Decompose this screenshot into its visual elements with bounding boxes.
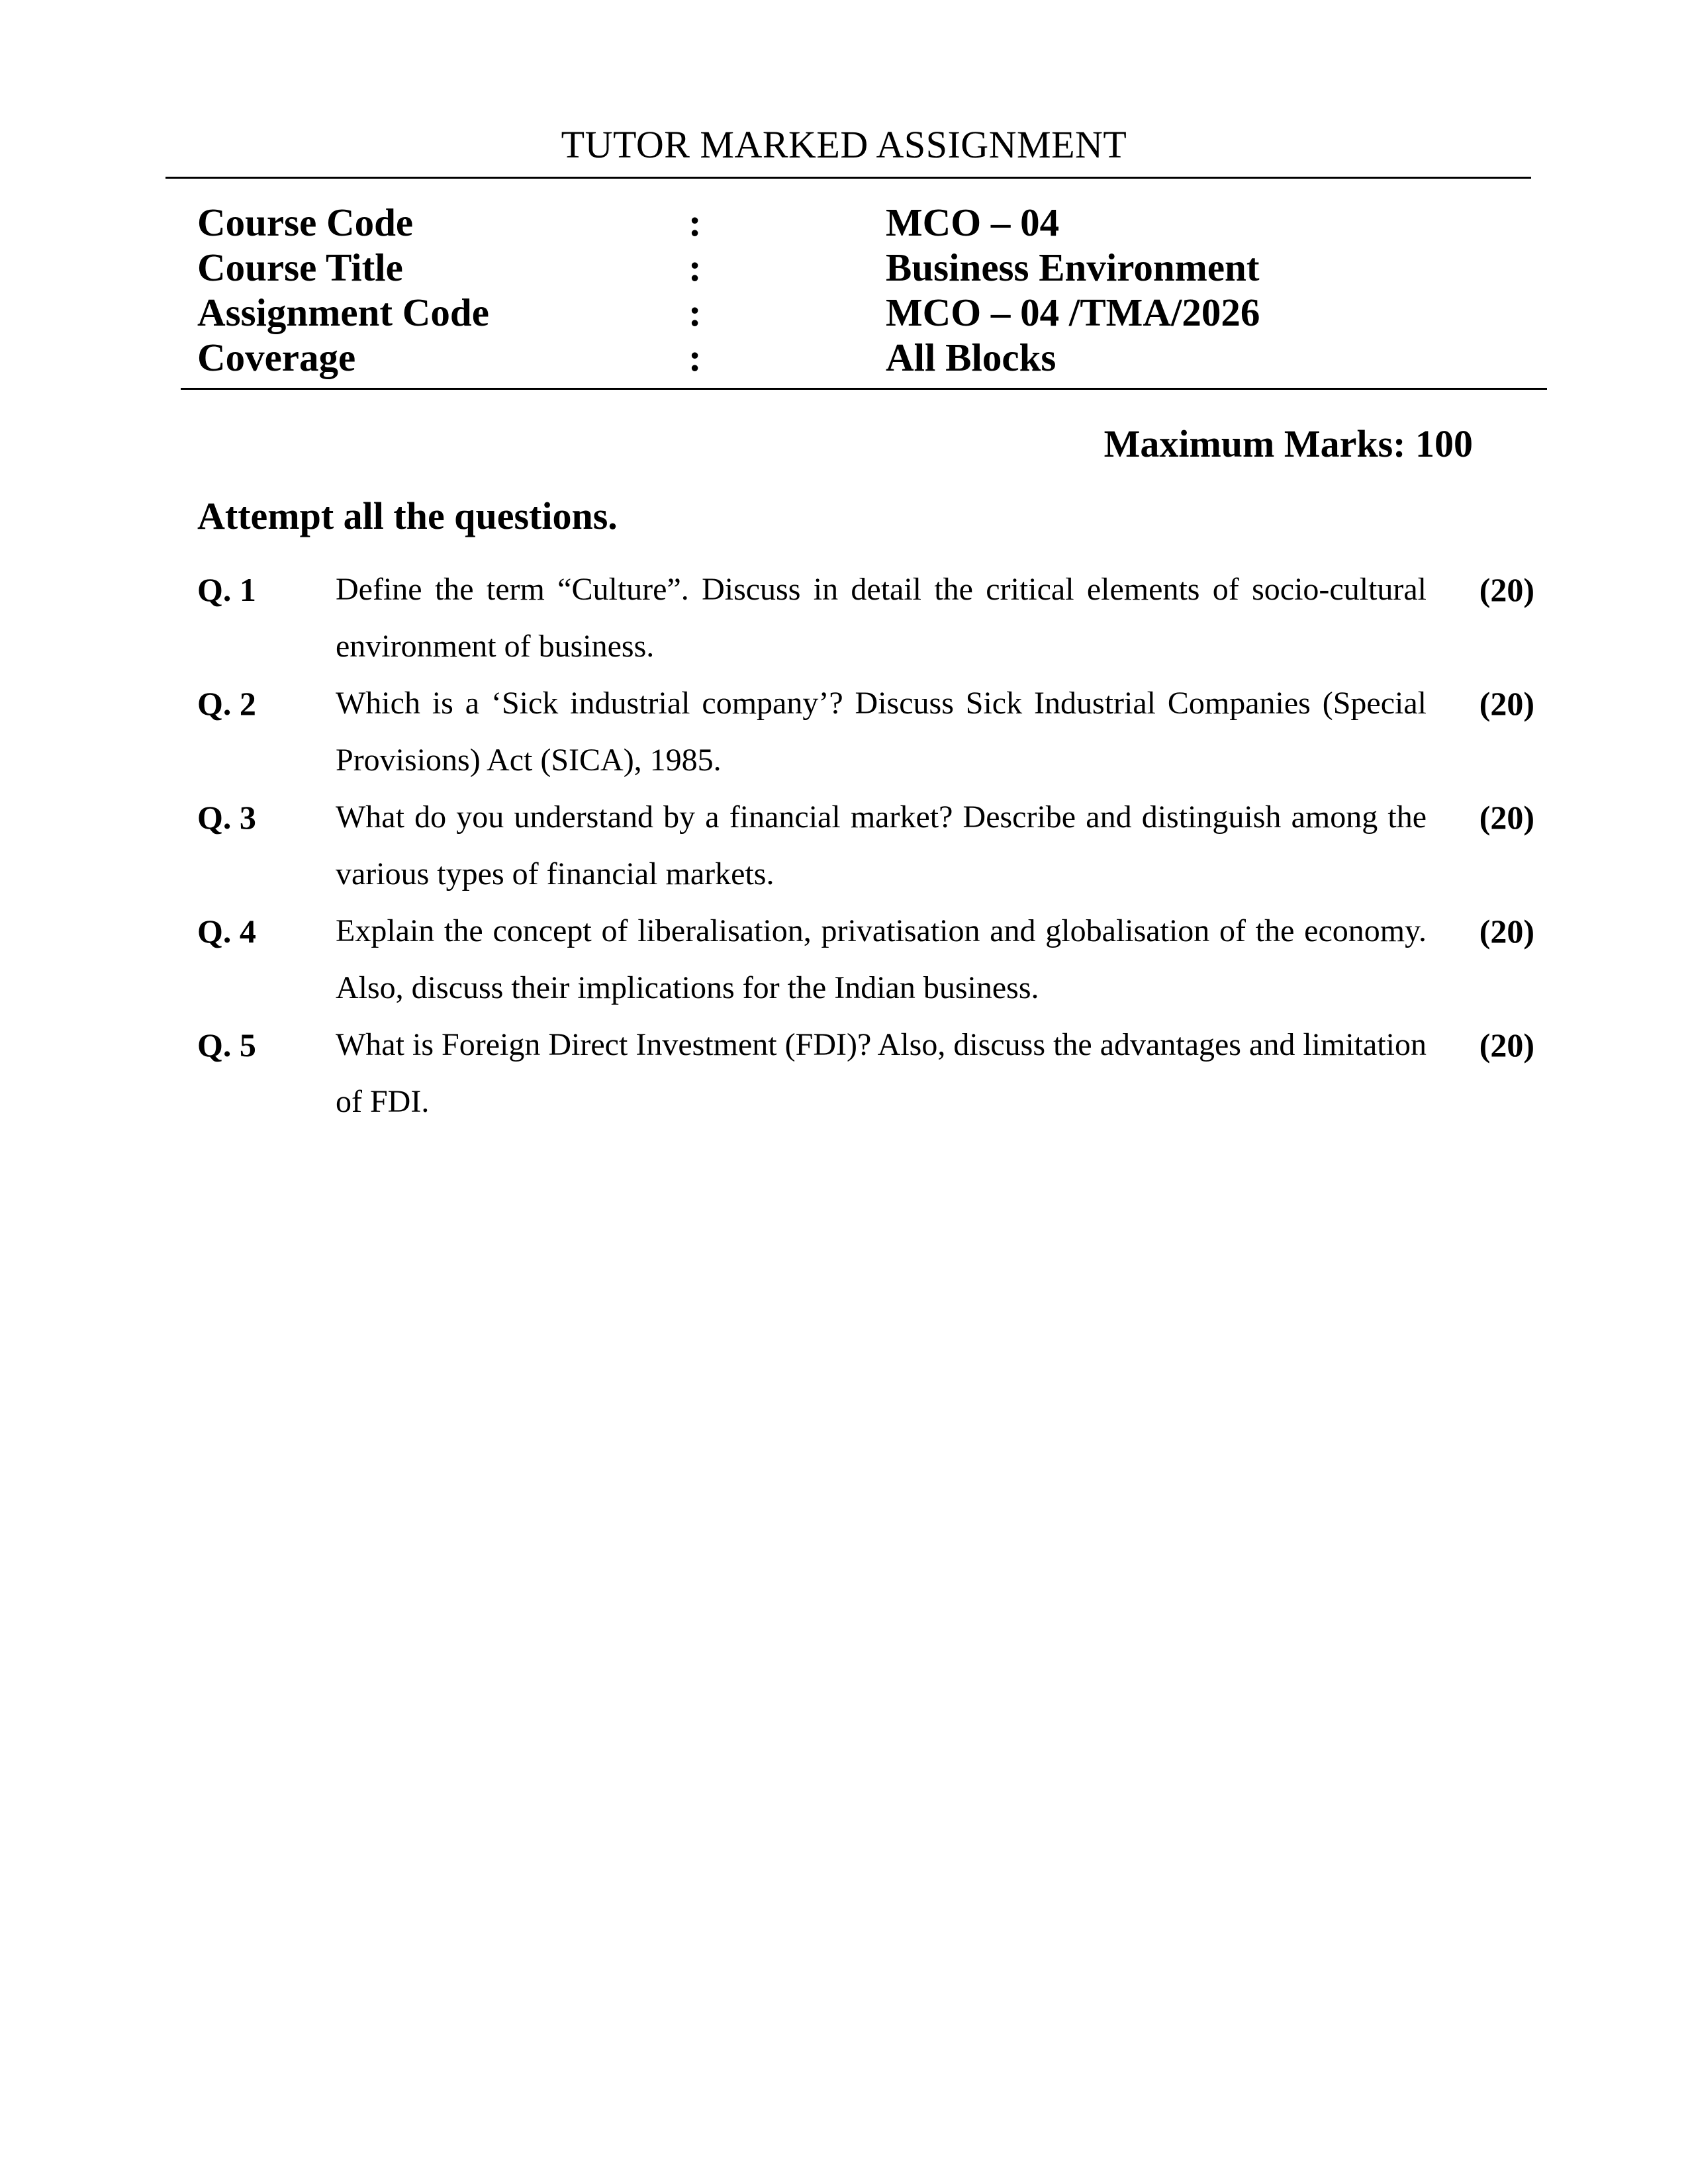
question-item bbox=[0, 789, 1688, 903]
question-marks: (20) bbox=[1479, 571, 1534, 608]
question-text: Which is a ‘Sick industrial company’? Discuss Sick Industrial Companies (Special Provisions) Act (SICA), 1985. bbox=[336, 686, 1427, 778]
question-text: Define the term “Culture”. Discuss in detail the critical elements of socio-cultural environment of business. bbox=[336, 572, 1427, 664]
info-label: Coverage bbox=[197, 336, 356, 379]
question-list bbox=[0, 561, 1688, 1130]
question-text: What is Foreign Direct Investment (FDI)? Also, discuss the advantages and limitation of FDI. bbox=[336, 1027, 1427, 1119]
question-item bbox=[0, 675, 1688, 789]
course-info-table bbox=[197, 200, 1521, 380]
info-row-coverage bbox=[197, 335, 1521, 380]
info-colon: : bbox=[688, 246, 702, 289]
question-marks: (20) bbox=[1479, 1026, 1534, 1064]
question-number: Q. 2 bbox=[197, 685, 256, 722]
info-label: Assignment Code bbox=[197, 291, 489, 334]
info-row-course-title bbox=[197, 245, 1521, 290]
question-marks: (20) bbox=[1479, 685, 1534, 722]
info-row-course-code bbox=[197, 200, 1521, 245]
question-number: Q. 4 bbox=[197, 913, 256, 950]
info-row-assignment-code bbox=[197, 290, 1521, 335]
info-value: MCO – 04 /TMA/2026 bbox=[886, 291, 1260, 334]
question-item bbox=[0, 1017, 1688, 1130]
question-number: Q. 5 bbox=[197, 1026, 256, 1064]
question-text: Explain the concept of liberalisation, privatisation and globalisation of the economy. Also, discuss their implications for the Indian business. bbox=[336, 913, 1427, 1005]
info-value: All Blocks bbox=[886, 336, 1056, 379]
header-divider-top bbox=[165, 177, 1531, 179]
info-value: MCO – 04 bbox=[886, 201, 1060, 244]
info-colon: : bbox=[688, 291, 702, 334]
question-number: Q. 3 bbox=[197, 799, 256, 836]
question-item bbox=[0, 903, 1688, 1017]
maximum-marks: Maximum Marks: 100 bbox=[1103, 422, 1473, 465]
info-value: Business Environment bbox=[886, 246, 1260, 289]
info-colon: : bbox=[688, 336, 702, 379]
question-item bbox=[0, 561, 1688, 675]
info-label: Course Title bbox=[197, 246, 403, 289]
question-text: What do you understand by a financial market? Describe and distinguish among the various types of financial markets. bbox=[336, 799, 1427, 891]
page-title: TUTOR MARKED ASSIGNMENT bbox=[561, 123, 1127, 166]
question-marks: (20) bbox=[1479, 799, 1534, 836]
header-divider-bottom bbox=[181, 388, 1547, 390]
info-colon: : bbox=[688, 201, 702, 244]
question-marks: (20) bbox=[1479, 913, 1534, 950]
info-label: Course Code bbox=[197, 201, 414, 244]
instruction-heading: Attempt all the questions. bbox=[197, 494, 618, 537]
question-number: Q. 1 bbox=[197, 571, 256, 608]
